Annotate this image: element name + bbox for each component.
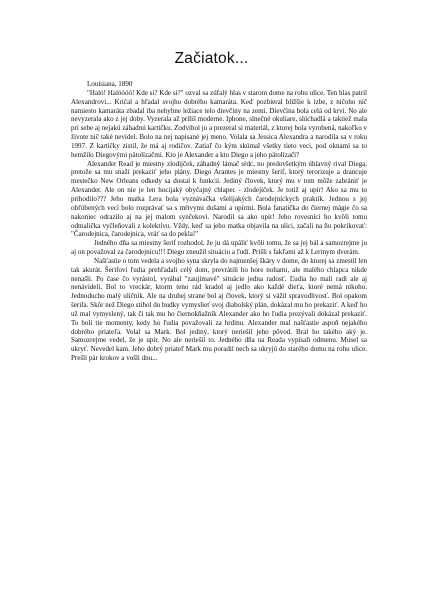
- paragraph: Alexander Read je miestny zlodijček, záhadný lámač sŕdc, no predovšetkým úhlavný rival Diega, pretože sa mu snaží prekaziť jeho plány. Diego Arantes je miestny šerif, ktorý terorizuje a drancuje mestečko New Orleans odkedy sa dostal k funkcii. Jediný človek, ktorý mu v tom môže zabrániť je Alexander. Ale on nie je len hocijaký obyčajný chlapec - zlodejíček. Je totiž aj upír! Ako sa mu to prihodilo??? Jeho matka Lera bola vyznávačka všelijakých čarodejníckych praktík. Jednou s jej obľúbených vecí bolo rozprávať sa s mŕtvymi dušami a upírmi. Bola fanatička do čiernej mágie čo sa nakoniec odrazilo aj na jej malom synčekovi. Narodil sa ako upír! Jeho rovesníci ho kvôli tomu odmalička vyčleňovali z kolektívu. Vždy, keď sa jeho matka objavila na ulici, začali na ňu pokrikovať: "Čarodejnica, čarodejnica, vráť sa do pekla!": [71, 159, 367, 239]
- paragraph: Našťastie o tom vedela a svojho syna skryla do najmenšej škáry v dome, do ktorej sa zmestil len tak akurát. Šerifovi ľudia prehľadali celý dom, prevrátili ho hore nohami, ale malého chlapca nikde nenašli. Po čase čo vyrástol, vyrábal "zaujímavé" situácie jedna radosť. Ľudia ho mali radi ale aj nenávideli. Bol to vreckár, ktorm teno rád kradol aj jedlo ako každé dieťa, ktoré nemá nikoho. Jednoducho malý uličník. Ale na druhej strane bol aj človek, ktorý si vážil spravodlivosť. Bol opakom šerifa. Skôr než Diego stihol do budky vymyslieť svoj diabolský plán, dokázal mu ho prekaziť. A keď ho už mal vymyslený, tak či tak mu ho čiernokňažník Alexander ako ho ľudia prezývali dokázal prekaziť. To bolí tie momenty, kedy ho ľudia považovali za hrdinu. Alexander mal našťastie aspoň nejakého dobrého priateľa. Volal sa Mark. Bol jediný, ktorý neriešil jeho pôvod. Bral ho takého aký je. Samozrejme vedel, že je upír. No ale neriešil to. Jedného dňa na Reada vypísali odmenu. Musel sa ukryť. Nevedel kam. Jeho dobrý priateľ Mark mu poradil nech sa ukryjú do starého domu na rohu ulice. Prešli pár krokov a vošli dnu...: [71, 256, 367, 363]
- paragraph: "Haló! Halóóóó! Kde si? Kde si?" ozval sa zúfalý hlas v starom dome na rohu ulice. Ten hlas patril Alexandrovi... Kričal a hľadal svojho dobrého kamaráta. Keď pozbieral bližšie k izbe, z ničoho nič namiesto kamaráta zbadal iba nehybne ležiace telo dievčiny na zemi. Dievčina bola celá od krvi. No ale nevyzerala ako z jej doby. Vyzerala až príliš moderne. Iphone, slnečné okuliare, slúchadlá a taktiež mala pri sebe aj nejakú záhadnú kartičku. Zodvihol ju a prezeral si materiál, z ktorej bola vyrobená, nakoľko v živote nič také nevidel. Bolo na nej napísané jej meno. Volala sa Jessica Alexandra a narodila sa v roku 1997. Z kartičky zistil, že má aj rodičov. Zatiaľ čo kým skúmal všetky tieto veci, pod oknami sa to hemžilo Diegovými pätolízačmi. Kto je Alexander a kto Diego a jeho pätolízači?: [71, 88, 367, 159]
- paragraph: Jedného dňa sa miestny šerif rozhodol, že ju dá upáliť kvôli tomu, že sa jej bál a samozrejme ju aj on považoval za čarodejnicu!!! Diego zneužil situáciu a ľudí. Prišli s fakľami až k Lerinym dverám.: [71, 239, 367, 257]
- place-date-line: Louisiana, 1890: [87, 80, 133, 88]
- chapter-body: [71, 80, 367, 363]
- chapter-title: Začiatok...: [174, 50, 249, 67]
